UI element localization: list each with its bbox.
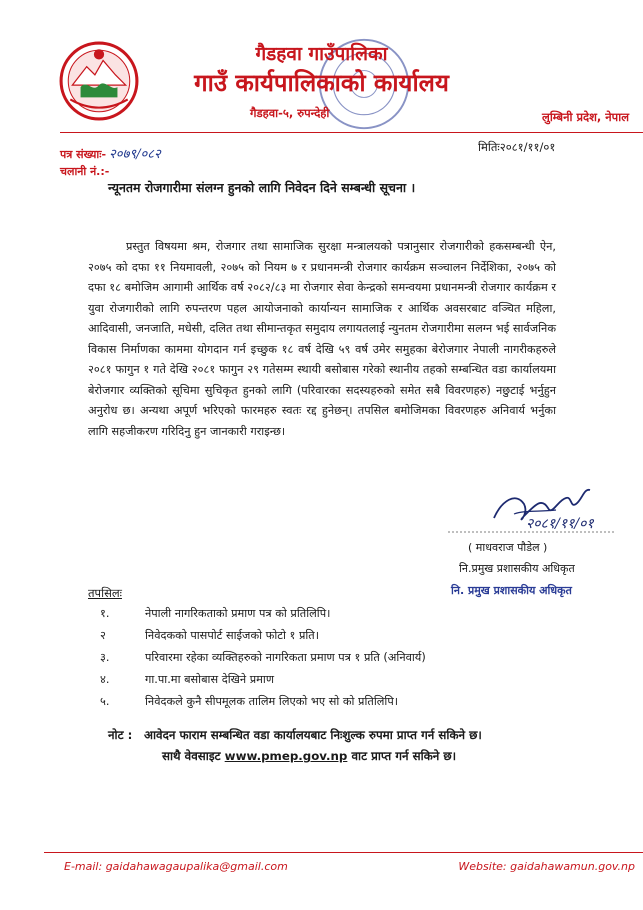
body-paragraph [88,237,556,442]
list-item [100,647,580,669]
list-item-text: नेपाली नागरिकताको प्रमाण पत्र को प्रतिलिपि। [145,607,331,620]
list-item [100,603,580,625]
footer-divider [44,852,643,853]
list-item-number: २ [100,629,106,642]
province-label: लुम्बिनी प्रदेश, नेपाल [542,110,629,124]
annex-heading: तपसिलः [88,586,122,600]
letter-number [60,144,161,162]
letter-date: मितिः२०८१/११/०१ [478,140,556,154]
requirements-list [100,603,580,713]
list-item-text: निवेदकको पासपोर्ट साईजको फोटो १ प्रति। [145,629,320,642]
footer-website: Website: gaidahawamun.gov.np [458,860,635,873]
list-item [100,691,580,713]
header-divider [60,132,643,133]
subject-line: न्यूनतम रोजगारीमा संलग्न हुनको लागि निवेदन दिने सम्बन्धी सूचना । [108,180,416,195]
signatory-title: नि.प्रमुख प्रशासकीय अधिकृत [459,562,575,575]
letter-number-value: २०७९/०८२ [109,147,161,162]
list-item-number: १. [100,607,110,620]
note-prefix: साथै वेवसाइट [162,749,225,763]
signature-icon [444,474,634,574]
list-item-number: ४. [100,673,110,686]
signature-date: २०८१/११/०१ [526,516,594,532]
signatory-name: ( माधवराज पौडेल ) [468,541,548,554]
note-suffix: वाट प्राप्त गर्न सकिने छ। [347,749,457,763]
list-item-text: गा.पा.मा बसोबास देखिने प्रमाण [145,673,275,686]
list-item-number: ३. [100,651,110,664]
list-item [100,669,580,691]
body-text: प्रस्तुत विषयमा श्रम, रोजगार तथा सामाजिक सुरक्षा मन्त्रालयको पत्रानुसार रोजगारीको हकसम्बन्धी ऐन, २०७५ को दफा ११ नियमावली, २०७५ को नियम ७ र प्रधानमन्त्री रोजगार कार्यक्रम सञ्चालन निर्देशिका, २०७५ को दफा १८ बमोजिम आगामी आर्थिक वर्ष २०८२/८३ मा रोजगार सेवा केन्द्रको समन्वयमा प्रधानमन्त्री रोजगार कार्यक्रम र युवा रोजगारीको लागि रुपन्तरण पहल आयोजनाको कार्यान्यन सामाजिक र आर्थिक अवसरबाट वञ्चित महिला, आदिवासी, जनजाति, मधेसी, दलित तथा सीमान्तकृत समुदाय लगायतलाई न्युनतम रोजगारीमा सलग्न भई सार्वजनिक विकास निर्माणका काममा योगदान गर्न इच्छुक १८ वर्ष देखि ५९ वर्ष उमेर समुहका बेरोजगार नेपाली नागरीकहरुले २०८१ फागुन १ गते देखि २०८१ फागुन २९ गतेसम्म स्थायी बसोबास गरेको स्थानीय तहको सम्बन्धित वडा कार्यालयमा बेरोजगार व्यक्तिको सूचिमा सुचिकृत हुनको लागि (परिवारका सदस्यहरुको समेत सबै विवरणहरु) नछुटाई भर्नुहुन अनुरोध छ। अन्यथा अपूर्ण भरिएको फारमहरु स्वतः रद्द हुनेछन्। तपसिल बमोजिमका विवरणहरु अनिवार्य भर्नुका लागि सहजीकरण गरिदिनु हुन जानकारी गराइन्छ। [88,240,556,438]
note-line-1 [108,727,482,743]
dispatch-number: चलानी नं.:- [60,165,110,178]
website-link[interactable]: www.pmep.gov.np [224,749,348,763]
note-line-2 [162,748,456,764]
letter-number-label: पत्र संख्याः- [60,148,107,161]
list-item [100,625,580,647]
footer-email: E-mail: gaidahawagaupalika@gmail.com [64,860,288,873]
municipality-name: गैडहवा गाउँपालिका [255,43,388,65]
list-item-number: ५. [100,695,110,708]
note-label: नोट : [108,728,133,742]
office-name: गाउँ कार्यपालिकाको कार्यालय [194,69,449,97]
office-address: गैडहवा-५, रुपन्देही [250,106,330,120]
list-item-text: परिवारमा रहेका व्यक्तिहरुको नागरिकता प्रमाण पत्र १ प्रति (अनिवार्य) [145,651,426,664]
note-text: आवेदन फाराम सम्बन्धित वडा कार्यालयबाट निःशुल्क रुपमा प्राप्त गर्न सकिने छ। [144,728,482,742]
signatory-stamp: नि. प्रमुख प्रशासकीय अधिकृत [451,584,572,597]
list-item-text: निवेदकले कुनै सीपमूलक तालिम लिएको भए सो को प्रतिलिपि। [145,695,399,708]
